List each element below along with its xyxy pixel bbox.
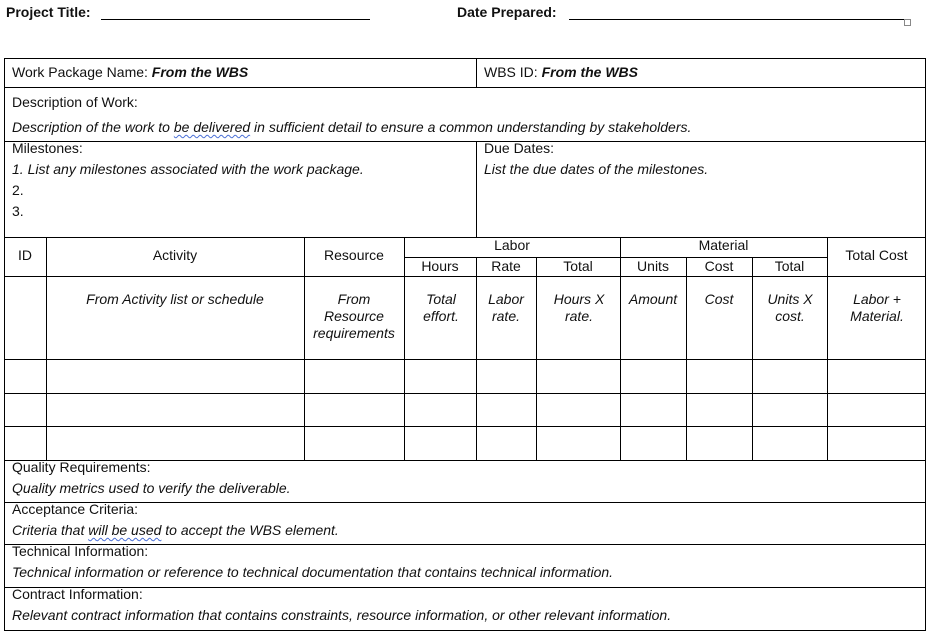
- project-title-label: Project Title:: [6, 4, 91, 20]
- date-prepared-field[interactable]: [569, 19, 906, 20]
- quality-text[interactable]: Quality metrics used to verify the deliverable.: [12, 480, 291, 496]
- due-dates-label: Due Dates:: [484, 140, 555, 156]
- work-package-name-label: Work Package Name:: [12, 64, 148, 80]
- col-header-material: Material: [698, 237, 749, 253]
- col-header-labor-total: Total: [563, 258, 593, 274]
- quality-label: Quality Requirements:: [12, 459, 151, 475]
- col-header-material-total: Total: [774, 258, 805, 274]
- milestone-item-2[interactable]: 2.: [12, 182, 24, 198]
- cell-labor-total[interactable]: Hours X rate.: [553, 291, 605, 324]
- due-dates-text[interactable]: List the due dates of the milestones.: [484, 161, 709, 177]
- milestone-item-3[interactable]: 3.: [12, 203, 24, 219]
- acceptance-squiggle: will be used: [88, 522, 162, 538]
- wbs-id-value[interactable]: From the WBS: [541, 64, 639, 80]
- work-package-name: [12, 64, 248, 81]
- wbs-id-label: WBS ID:: [484, 64, 538, 80]
- col-header-cost: Cost: [704, 258, 734, 274]
- project-title-field[interactable]: [101, 19, 370, 20]
- cell-resource[interactable]: From Resource requirements: [313, 291, 395, 341]
- acceptance-text[interactable]: Criteria that will be used to accept the WBS element.: [12, 522, 339, 538]
- milestone-item-1[interactable]: 1. List any milestones associated with the work package.: [12, 161, 364, 177]
- wbs-id: [484, 64, 638, 81]
- col-header-rate: Rate: [491, 258, 521, 274]
- col-header-resource: Resource: [324, 247, 384, 263]
- description-text[interactable]: Description of the work to be delivered in sufficient detail to ensure a common understanding by stakeholders.: [12, 119, 692, 135]
- description-label: Description of Work:: [12, 94, 138, 110]
- cell-hours[interactable]: Total effort.: [423, 291, 459, 324]
- cell-units[interactable]: Amount: [628, 291, 678, 307]
- technical-label: Technical Information:: [12, 543, 149, 559]
- date-prepared-label: Date Prepared:: [457, 4, 557, 20]
- cell-activity[interactable]: From Activity list or schedule: [86, 291, 264, 307]
- col-header-id: ID: [18, 247, 32, 263]
- contract-text[interactable]: Relevant contract information that contains constraints, resource information, or other relevant information.: [12, 607, 672, 623]
- col-header-units: Units: [637, 258, 669, 274]
- technical-text[interactable]: Technical information or reference to technical documentation that contains technical information.: [12, 564, 614, 580]
- cell-cost[interactable]: Cost: [704, 291, 734, 307]
- work-package-name-value[interactable]: From the WBS: [151, 64, 249, 80]
- col-header-activity: Activity: [152, 247, 198, 263]
- acceptance-label: Acceptance Criteria:: [12, 501, 139, 517]
- description-squiggle: be delivered: [173, 119, 251, 135]
- col-header-labor: Labor: [494, 237, 530, 253]
- col-header-hours: Hours: [421, 258, 459, 274]
- col-header-total-cost: Total Cost: [845, 247, 908, 263]
- cell-rate[interactable]: Labor rate.: [488, 291, 524, 324]
- resize-handle-icon[interactable]: [904, 19, 911, 26]
- cell-material-total[interactable]: Units X cost.: [767, 291, 813, 324]
- cell-total-cost[interactable]: Labor + Material.: [850, 291, 904, 324]
- contract-label: Contract Information:: [12, 586, 143, 602]
- milestones-label: Milestones:: [12, 140, 83, 156]
